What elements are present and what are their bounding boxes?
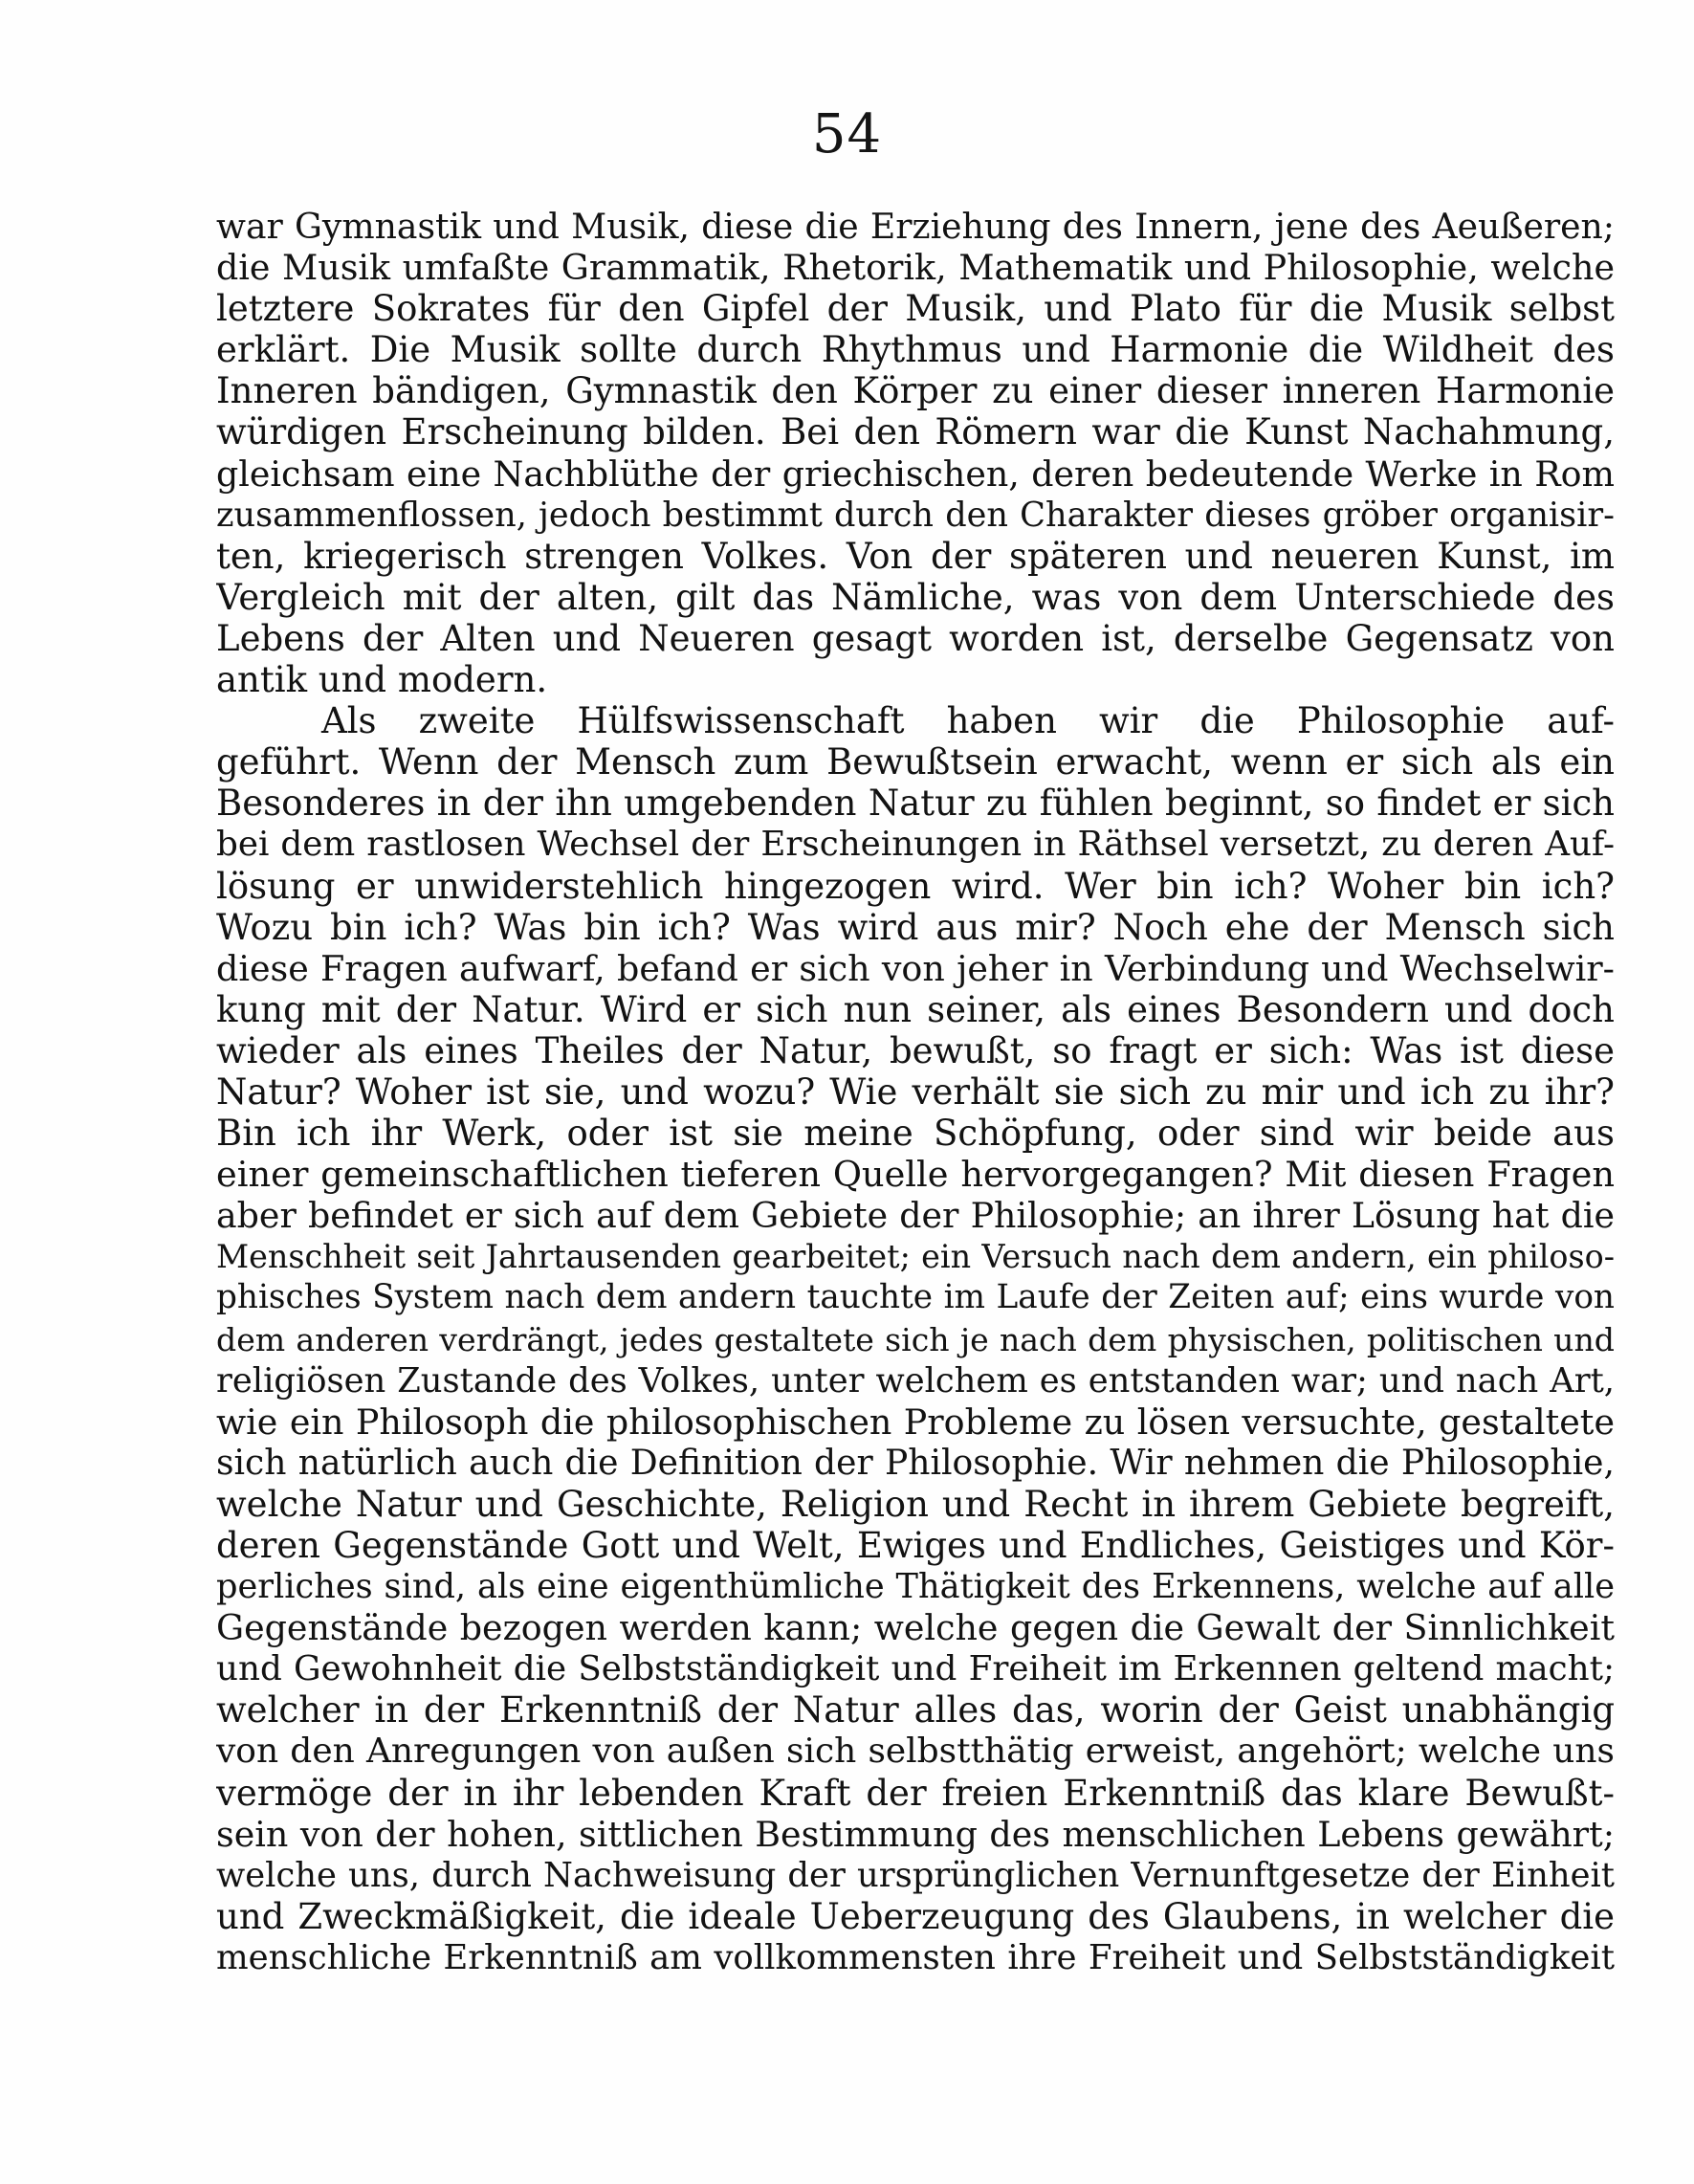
page-number: 54 <box>811 103 883 165</box>
text-line: Natur? Woher ist sie, und wozu? Wie verhält sie sich zu mir und ich zu ihr? <box>216 1070 1615 1113</box>
text-line: sich natürlich auch die Definition der Philosophie. Wir nehmen die Philosophie, <box>216 1442 1615 1483</box>
text-line: perliches sind, als eine eigenthümliche Thätigkeit des Erkennens, welche auf alle <box>216 1567 1615 1607</box>
text-line: Inneren bändigen, Gymnastik den Körper zu einer dieser inneren Harmonie <box>216 370 1615 412</box>
text-line: von den Anregungen von außen sich selbstthätig erweist, angehört; welche uns <box>216 1732 1615 1772</box>
text-line: religiösen Zustande des Volkes, unter welchem es entstanden war; und nach Art, <box>216 1360 1615 1401</box>
paragraph-1 <box>216 206 1615 700</box>
text-line: ten, kriegerisch strengen Volkes. Von der späteren und neueren Kunst, im <box>216 535 1615 577</box>
text-line: vermöge der in ihr lebenden Kraft der freien Erkenntniß das klare Bewußt- <box>216 1772 1615 1814</box>
text-line: gleichsam eine Nachblüthe der griechischen, deren bedeutende Werke in Rom <box>216 452 1615 495</box>
text-line: die Musik umfaßte Grammatik, Rhetorik, Mathematik und Philosophie, welche <box>216 247 1615 289</box>
text-line: Als zweite Hülfswissenschaft haben wir die Philosophie auf- <box>321 700 1615 742</box>
text-line: Menschheit seit Jahrtausenden gearbeitet; ein Versuch nach dem andern, ein philoso- <box>216 1238 1615 1276</box>
text-line: einer gemeinschaftlichen tieferen Quelle hervorgegangen? Mit diesen Fragen <box>216 1154 1615 1196</box>
text-line: welche Natur und Geschichte, Religion und Recht in ihrem Gebiete begreift, <box>216 1483 1615 1525</box>
text-line: Wozu bin ich? Was bin ich? Was wird aus mir? Noch ehe der Mensch sich <box>216 906 1615 948</box>
text-line: aber befindet er sich auf dem Gebiete der Philosophie; an ihrer Lösung hat die <box>216 1195 1615 1237</box>
text-line: sein von der hohen, sittlichen Bestimmung des menschlichen Lebens gewährt; <box>216 1813 1615 1855</box>
text-line: zusammenflossen, jedoch bestimmt durch den Charakter dieses gröber organisir- <box>216 495 1615 535</box>
text-line: welcher in der Erkenntniß der Natur alles das, worin der Geist unabhängig <box>216 1689 1615 1732</box>
text-line: wieder als eines Theiles der Natur, bewußt, so fragt er sich: Was ist diese <box>216 1029 1615 1071</box>
text-line: Lebens der Alten und Neueren gesagt worden ist, derselbe Gegensatz von <box>216 617 1615 659</box>
text-line: phisches System nach dem andern tauchte im Laufe der Zeiten auf; eins wurde von <box>216 1278 1615 1317</box>
text-line: kung mit der Natur. Wird er sich nun seiner, als eines Besondern und doch <box>216 988 1615 1030</box>
paragraph-2 <box>216 700 1615 1978</box>
text-line: Gegenstände bezogen werden kann; welche gegen die Gewalt der Sinnlichkeit <box>216 1607 1615 1649</box>
text-line: würdigen Erscheinung bilden. Bei den Römern war die Kunst Nachahmung, <box>216 411 1615 453</box>
text-line: deren Gegenstände Gott und Welt, Ewiges und Endliches, Geistiges und Kör- <box>216 1525 1615 1566</box>
text-line: letztere Sokrates für den Gipfel der Musik, und Plato für die Musik selbst <box>216 288 1615 330</box>
text-line: Vergleich mit der alten, gilt das Nämliche, was von dem Unterschiede des <box>216 576 1615 618</box>
text-line: und Gewohnheit die Selbstständigkeit und Freiheit im Erkennen geltend macht; <box>216 1649 1615 1689</box>
text-line: wie ein Philosoph die philosophischen Probleme zu lösen versuchte, gestaltete <box>216 1401 1615 1443</box>
text-line: antik und modern. <box>216 659 548 701</box>
text-line: und Zweckmäßigkeit, die ideale Ueberzeugung des Glaubens, in welcher die <box>216 1895 1615 1937</box>
text-line: geführt. Wenn der Mensch zum Bewußtsein erwacht, wenn er sich als ein <box>216 741 1615 783</box>
text-line: erklärt. Die Musik sollte durch Rhythmus und Harmonie die Wildheit des <box>216 329 1615 371</box>
body-text <box>216 206 1615 1978</box>
text-line: war Gymnastik und Musik, diese die Erziehung des Innern, jene des Aeußeren; <box>216 206 1615 247</box>
text-line: diese Fragen aufwarf, befand er sich von jeher in Verbindung und Wechselwir- <box>216 947 1615 989</box>
text-line: bei dem rastlosen Wechsel der Erscheinungen in Räthsel versetzt, zu deren Auf- <box>216 825 1615 865</box>
text-line: Bin ich ihr Werk, oder ist sie meine Schöpfung, oder sind wir beide aus <box>216 1113 1615 1155</box>
text-line: dem anderen verdrängt, jedes gestaltete sich je nach dem physischen, politischen und <box>216 1320 1615 1358</box>
text-line: lösung er unwiderstehlich hingezogen wird. Wer bin ich? Woher bin ich? <box>216 865 1615 907</box>
text-line: welche uns, durch Nachweisung der ursprünglichen Vernunftgesetze der Einheit <box>216 1855 1615 1895</box>
text-line: menschliche Erkenntniß am vollkommensten ihre Freiheit und Selbstständigkeit <box>216 1937 1615 1977</box>
text-line: Besonderes in der ihn umgebenden Natur zu fühlen beginnt, so findet er sich <box>216 783 1615 825</box>
